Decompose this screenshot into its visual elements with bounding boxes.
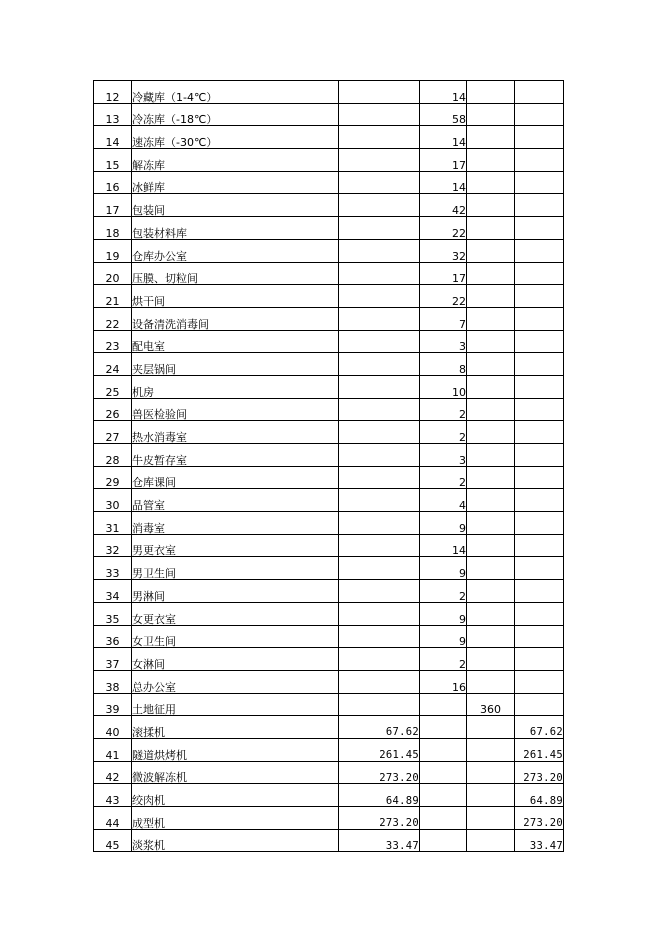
row-number-cell: 27 bbox=[94, 421, 132, 444]
land-cell bbox=[467, 738, 515, 761]
quantity-cell: 9 bbox=[420, 602, 467, 625]
amount-cell bbox=[339, 81, 420, 104]
item-name-cell: 解冻库 bbox=[132, 149, 339, 172]
amount-cell bbox=[339, 330, 420, 353]
land-cell bbox=[467, 126, 515, 149]
land-cell bbox=[467, 648, 515, 671]
total-cell bbox=[515, 444, 564, 467]
table-row bbox=[94, 534, 564, 557]
land-cell bbox=[467, 602, 515, 625]
table-row bbox=[94, 126, 564, 149]
table-row bbox=[94, 738, 564, 761]
land-cell bbox=[467, 670, 515, 693]
amount-cell bbox=[339, 262, 420, 285]
land-cell bbox=[467, 375, 515, 398]
land-cell bbox=[467, 307, 515, 330]
row-number-cell: 23 bbox=[94, 330, 132, 353]
total-cell bbox=[515, 557, 564, 580]
row-number-cell: 31 bbox=[94, 512, 132, 535]
item-name-cell: 机房 bbox=[132, 375, 339, 398]
row-number-cell: 22 bbox=[94, 307, 132, 330]
total-cell bbox=[515, 466, 564, 489]
row-number-cell: 32 bbox=[94, 534, 132, 557]
total-cell: 67.62 bbox=[515, 716, 564, 739]
item-name-cell: 绞肉机 bbox=[132, 784, 339, 807]
row-number-cell: 24 bbox=[94, 353, 132, 376]
total-cell bbox=[515, 534, 564, 557]
total-cell bbox=[515, 307, 564, 330]
quantity-cell bbox=[420, 716, 467, 739]
item-name-cell: 兽医检验间 bbox=[132, 398, 339, 421]
row-number-cell: 19 bbox=[94, 239, 132, 262]
amount-cell bbox=[339, 103, 420, 126]
row-number-cell: 12 bbox=[94, 81, 132, 104]
table-row bbox=[94, 217, 564, 240]
row-number-cell: 34 bbox=[94, 580, 132, 603]
total-cell bbox=[515, 375, 564, 398]
quantity-cell: 42 bbox=[420, 194, 467, 217]
total-cell bbox=[515, 126, 564, 149]
row-number-cell: 25 bbox=[94, 375, 132, 398]
total-cell: 261.45 bbox=[515, 738, 564, 761]
item-name-cell: 土地征用 bbox=[132, 693, 339, 716]
table-row bbox=[94, 194, 564, 217]
quantity-cell: 3 bbox=[420, 444, 467, 467]
row-number-cell: 15 bbox=[94, 149, 132, 172]
amount-cell: 64.89 bbox=[339, 784, 420, 807]
total-cell bbox=[515, 285, 564, 308]
row-number-cell: 44 bbox=[94, 807, 132, 830]
row-number-cell: 16 bbox=[94, 171, 132, 194]
quantity-cell bbox=[420, 693, 467, 716]
total-cell: 64.89 bbox=[515, 784, 564, 807]
table-row bbox=[94, 829, 564, 852]
quantity-cell: 22 bbox=[420, 217, 467, 240]
land-cell bbox=[467, 217, 515, 240]
land-cell bbox=[467, 807, 515, 830]
quantity-cell: 8 bbox=[420, 353, 467, 376]
item-name-cell: 女淋间 bbox=[132, 648, 339, 671]
item-name-cell: 牛皮暂存室 bbox=[132, 444, 339, 467]
amount-cell bbox=[339, 580, 420, 603]
quantity-cell: 17 bbox=[420, 149, 467, 172]
land-cell bbox=[467, 103, 515, 126]
item-name-cell: 女更衣室 bbox=[132, 602, 339, 625]
land-cell: 360 bbox=[467, 693, 515, 716]
item-name-cell: 烘干间 bbox=[132, 285, 339, 308]
item-name-cell: 滚揉机 bbox=[132, 716, 339, 739]
row-number-cell: 43 bbox=[94, 784, 132, 807]
total-cell: 273.20 bbox=[515, 807, 564, 830]
item-name-cell: 仓库办公室 bbox=[132, 239, 339, 262]
item-name-cell: 热水消毒室 bbox=[132, 421, 339, 444]
amount-cell bbox=[339, 693, 420, 716]
amount-cell bbox=[339, 149, 420, 172]
item-name-cell: 男淋间 bbox=[132, 580, 339, 603]
quantity-cell: 9 bbox=[420, 512, 467, 535]
table-row bbox=[94, 670, 564, 693]
table-row bbox=[94, 262, 564, 285]
item-name-cell: 淡浆机 bbox=[132, 829, 339, 852]
land-cell bbox=[467, 194, 515, 217]
amount-cell bbox=[339, 625, 420, 648]
land-cell bbox=[467, 534, 515, 557]
table-row bbox=[94, 784, 564, 807]
quantity-cell bbox=[420, 761, 467, 784]
total-cell bbox=[515, 670, 564, 693]
item-name-cell: 设备清洗消毒间 bbox=[132, 307, 339, 330]
amount-cell bbox=[339, 648, 420, 671]
quantity-cell: 17 bbox=[420, 262, 467, 285]
item-name-cell: 速冻库（-30℃） bbox=[132, 126, 339, 149]
amount-cell bbox=[339, 171, 420, 194]
land-cell bbox=[467, 353, 515, 376]
land-cell bbox=[467, 398, 515, 421]
amount-cell bbox=[339, 421, 420, 444]
land-cell bbox=[467, 512, 515, 535]
row-number-cell: 28 bbox=[94, 444, 132, 467]
row-number-cell: 41 bbox=[94, 738, 132, 761]
total-cell bbox=[515, 103, 564, 126]
quantity-cell bbox=[420, 829, 467, 852]
item-name-cell: 冷藏库（1-4℃） bbox=[132, 81, 339, 104]
row-number-cell: 30 bbox=[94, 489, 132, 512]
land-cell bbox=[467, 466, 515, 489]
total-cell bbox=[515, 693, 564, 716]
land-cell bbox=[467, 444, 515, 467]
total-cell bbox=[515, 421, 564, 444]
table-row bbox=[94, 103, 564, 126]
quantity-cell bbox=[420, 807, 467, 830]
quantity-cell: 58 bbox=[420, 103, 467, 126]
amount-cell bbox=[339, 239, 420, 262]
row-number-cell: 21 bbox=[94, 285, 132, 308]
table-row bbox=[94, 580, 564, 603]
table-row bbox=[94, 444, 564, 467]
item-name-cell: 男卫生间 bbox=[132, 557, 339, 580]
row-number-cell: 36 bbox=[94, 625, 132, 648]
amount-cell bbox=[339, 126, 420, 149]
amount-cell bbox=[339, 557, 420, 580]
item-name-cell: 总办公室 bbox=[132, 670, 339, 693]
item-name-cell: 冷冻库（-18℃） bbox=[132, 103, 339, 126]
item-name-cell: 配电室 bbox=[132, 330, 339, 353]
amount-cell bbox=[339, 285, 420, 308]
total-cell bbox=[515, 239, 564, 262]
table-row bbox=[94, 761, 564, 784]
quantity-cell: 2 bbox=[420, 648, 467, 671]
item-name-cell: 隧道烘烤机 bbox=[132, 738, 339, 761]
row-number-cell: 17 bbox=[94, 194, 132, 217]
table-row bbox=[94, 239, 564, 262]
quantity-cell: 32 bbox=[420, 239, 467, 262]
item-name-cell: 品管室 bbox=[132, 489, 339, 512]
total-cell bbox=[515, 194, 564, 217]
quantity-cell: 2 bbox=[420, 421, 467, 444]
quantity-cell: 22 bbox=[420, 285, 467, 308]
quantity-cell: 14 bbox=[420, 126, 467, 149]
quantity-cell: 14 bbox=[420, 171, 467, 194]
table-row bbox=[94, 171, 564, 194]
table-row bbox=[94, 81, 564, 104]
quantity-cell: 4 bbox=[420, 489, 467, 512]
amount-cell: 273.20 bbox=[339, 761, 420, 784]
item-name-cell: 微波解冻机 bbox=[132, 761, 339, 784]
table-row bbox=[94, 489, 564, 512]
total-cell bbox=[515, 217, 564, 240]
land-cell bbox=[467, 262, 515, 285]
row-number-cell: 37 bbox=[94, 648, 132, 671]
row-number-cell: 45 bbox=[94, 829, 132, 852]
land-cell bbox=[467, 285, 515, 308]
table-row bbox=[94, 375, 564, 398]
quantity-cell: 10 bbox=[420, 375, 467, 398]
row-number-cell: 38 bbox=[94, 670, 132, 693]
amount-cell: 67.62 bbox=[339, 716, 420, 739]
table-row bbox=[94, 398, 564, 421]
item-name-cell: 仓库课间 bbox=[132, 466, 339, 489]
land-cell bbox=[467, 81, 515, 104]
table-row bbox=[94, 557, 564, 580]
item-name-cell: 女卫生间 bbox=[132, 625, 339, 648]
table-row bbox=[94, 353, 564, 376]
cost-table bbox=[93, 80, 564, 852]
row-number-cell: 33 bbox=[94, 557, 132, 580]
item-name-cell: 消毒室 bbox=[132, 512, 339, 535]
total-cell bbox=[515, 330, 564, 353]
item-name-cell: 压膜、切粒间 bbox=[132, 262, 339, 285]
amount-cell bbox=[339, 444, 420, 467]
total-cell: 273.20 bbox=[515, 761, 564, 784]
table-row bbox=[94, 330, 564, 353]
land-cell bbox=[467, 784, 515, 807]
amount-cell bbox=[339, 670, 420, 693]
row-number-cell: 26 bbox=[94, 398, 132, 421]
quantity-cell bbox=[420, 738, 467, 761]
total-cell bbox=[515, 580, 564, 603]
amount-cell bbox=[339, 194, 420, 217]
amount-cell bbox=[339, 534, 420, 557]
land-cell bbox=[467, 625, 515, 648]
table-row bbox=[94, 512, 564, 535]
total-cell bbox=[515, 489, 564, 512]
total-cell bbox=[515, 648, 564, 671]
item-name-cell: 夹层锅间 bbox=[132, 353, 339, 376]
land-cell bbox=[467, 239, 515, 262]
amount-cell bbox=[339, 307, 420, 330]
item-name-cell: 包装材料库 bbox=[132, 217, 339, 240]
amount-cell bbox=[339, 466, 420, 489]
land-cell bbox=[467, 557, 515, 580]
total-cell bbox=[515, 149, 564, 172]
quantity-cell: 2 bbox=[420, 398, 467, 421]
amount-cell bbox=[339, 375, 420, 398]
row-number-cell: 39 bbox=[94, 693, 132, 716]
quantity-cell: 9 bbox=[420, 557, 467, 580]
total-cell: 33.47 bbox=[515, 829, 564, 852]
quantity-cell bbox=[420, 784, 467, 807]
land-cell bbox=[467, 330, 515, 353]
item-name-cell: 男更衣室 bbox=[132, 534, 339, 557]
land-cell bbox=[467, 829, 515, 852]
item-name-cell: 冰鲜库 bbox=[132, 171, 339, 194]
amount-cell: 261.45 bbox=[339, 738, 420, 761]
amount-cell: 33.47 bbox=[339, 829, 420, 852]
land-cell bbox=[467, 171, 515, 194]
quantity-cell: 3 bbox=[420, 330, 467, 353]
row-number-cell: 13 bbox=[94, 103, 132, 126]
total-cell bbox=[515, 81, 564, 104]
row-number-cell: 35 bbox=[94, 602, 132, 625]
quantity-cell: 9 bbox=[420, 625, 467, 648]
amount-cell: 273.20 bbox=[339, 807, 420, 830]
table-row bbox=[94, 648, 564, 671]
table-row bbox=[94, 693, 564, 716]
table-row bbox=[94, 466, 564, 489]
total-cell bbox=[515, 353, 564, 376]
table-row bbox=[94, 602, 564, 625]
table-row bbox=[94, 307, 564, 330]
table-row bbox=[94, 716, 564, 739]
total-cell bbox=[515, 625, 564, 648]
amount-cell bbox=[339, 602, 420, 625]
row-number-cell: 14 bbox=[94, 126, 132, 149]
table-row bbox=[94, 807, 564, 830]
total-cell bbox=[515, 512, 564, 535]
total-cell bbox=[515, 602, 564, 625]
quantity-cell: 14 bbox=[420, 534, 467, 557]
land-cell bbox=[467, 580, 515, 603]
amount-cell bbox=[339, 512, 420, 535]
land-cell bbox=[467, 489, 515, 512]
row-number-cell: 40 bbox=[94, 716, 132, 739]
row-number-cell: 20 bbox=[94, 262, 132, 285]
table-row bbox=[94, 625, 564, 648]
amount-cell bbox=[339, 398, 420, 421]
total-cell bbox=[515, 171, 564, 194]
quantity-cell: 14 bbox=[420, 81, 467, 104]
table-body bbox=[94, 81, 564, 852]
row-number-cell: 29 bbox=[94, 466, 132, 489]
row-number-cell: 18 bbox=[94, 217, 132, 240]
row-number-cell: 42 bbox=[94, 761, 132, 784]
quantity-cell: 16 bbox=[420, 670, 467, 693]
table-row bbox=[94, 421, 564, 444]
land-cell bbox=[467, 149, 515, 172]
total-cell bbox=[515, 262, 564, 285]
table-row bbox=[94, 149, 564, 172]
amount-cell bbox=[339, 353, 420, 376]
amount-cell bbox=[339, 217, 420, 240]
land-cell bbox=[467, 421, 515, 444]
quantity-cell: 2 bbox=[420, 580, 467, 603]
land-cell bbox=[467, 716, 515, 739]
total-cell bbox=[515, 398, 564, 421]
land-cell bbox=[467, 761, 515, 784]
quantity-cell: 7 bbox=[420, 307, 467, 330]
item-name-cell: 成型机 bbox=[132, 807, 339, 830]
item-name-cell: 包装间 bbox=[132, 194, 339, 217]
quantity-cell: 2 bbox=[420, 466, 467, 489]
amount-cell bbox=[339, 489, 420, 512]
table-row bbox=[94, 285, 564, 308]
